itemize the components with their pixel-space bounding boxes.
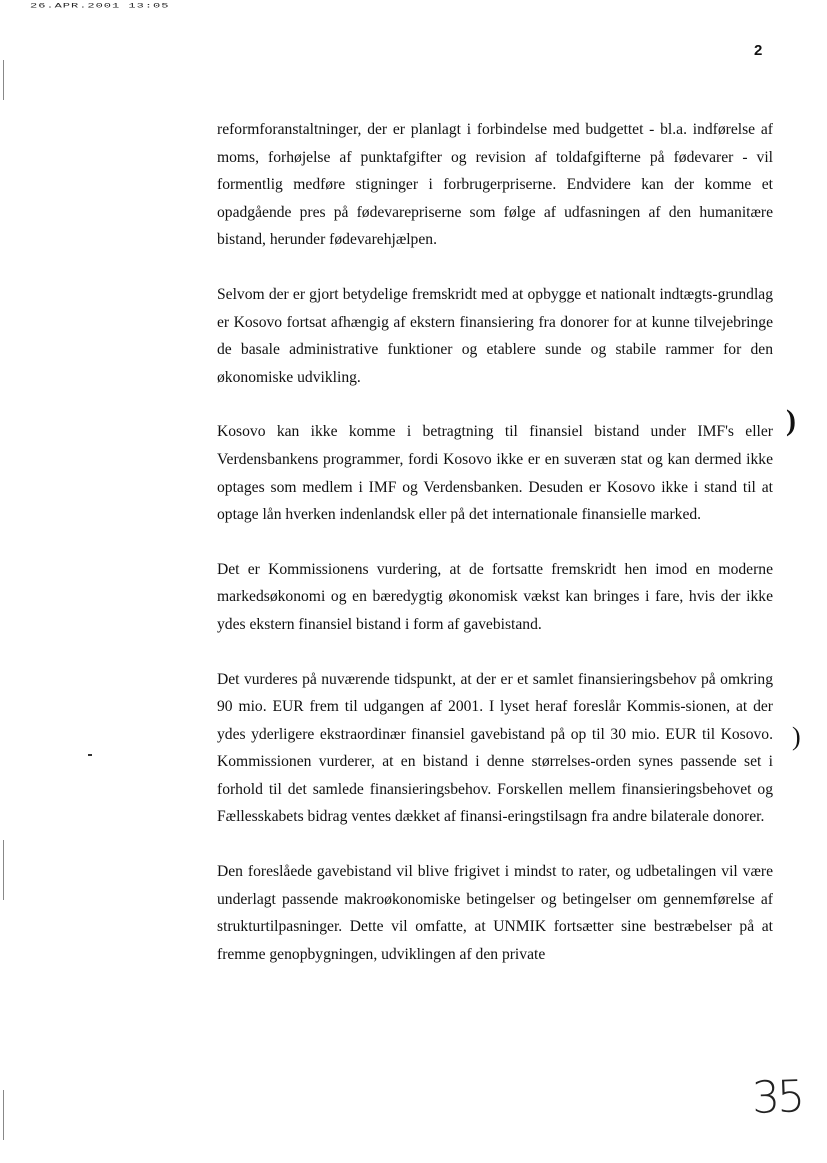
paragraph: Selvom der er gjort betydelige fremskridt med at opbygge et nationalt indtægts-grundlag er Kosovo fortsat afhængig af ekstern finansiering fra donorer for at kunne tilvejebringe de basale administrative funktioner og etablere sunde og stabile rammer for den økonomiske udvikling. xyxy=(217,285,773,386)
margin-dot-mark xyxy=(88,754,92,756)
document-body xyxy=(217,116,773,995)
margin-bracket-mark: ) xyxy=(792,722,801,751)
fax-header-stamp: 26.APR.2001 13:05 xyxy=(30,2,170,10)
scan-edge-line xyxy=(3,60,4,100)
paragraph: Det er Kommissionens vurdering, at de fortsatte fremskridt hen imod en moderne markedsøkonomi og en bæredygtig økonomisk vækst kan bringes i fare, hvis der ikke ydes ekstern finansiel bistand i form af gavebistand. xyxy=(217,560,773,633)
scan-edge-line xyxy=(3,1090,4,1140)
paragraph: Den foreslåede gavebistand vil blive frigivet i mindst to rater, og udbetalingen vil være underlagt passende makroøkonomiske betingelser og betingelser om gennemførelse af strukturtilpasninger. Dette vil omfatte, at UNMIK fortsætter sine bestræbelser på at fremme genopbygningen, udviklingen af den private xyxy=(217,863,773,963)
paragraph: Det vurderes på nuværende tidspunkt, at der er et samlet finansieringsbehov på omkring 90 mio. EUR frem til udgangen af 2001. I lyset heraf foreslår Kommis-sionen, at der ydes yderligere ekstraordinær finansiel gavebistand på op til 30 mio. EUR til Kosovo. Kommissionen vurderer, at en bistand i denne størrelses-orden synes passende set i forhold til det samlede finansieringsbehov. Forskellen mellem finansieringsbehovet og Fællesskabets bidrag ventes dækket af finansi-eringstilsagn fra andre bilaterale donorer. xyxy=(217,670,773,826)
handwritten-page-number: 35 xyxy=(751,1071,803,1124)
margin-bracket-mark: ) xyxy=(786,404,796,437)
paragraph: reformforanstaltninger, der er planlagt i forbindelse med budgettet - bl.a. indførelse af moms, forhøjelse af punktafgifter og revision af toldafgifterne på fødevarer - vil formentlig medføre stigninger i forbrugerpriserne. Endvidere kan der komme et opadgående pres på fødevarepriserne som følge af udfasningen af den humanitære bistand, herunder fødevarehjælpen. xyxy=(217,121,773,249)
page-number: 2 xyxy=(754,42,763,59)
scan-edge-line xyxy=(3,840,4,900)
paragraph: Kosovo kan ikke komme i betragtning til finansiel bistand under IMF's eller Verdensbankens programmer, fordi Kosovo ikke er en suveræn stat og kan dermed ikke optages som medlem i IMF og Verdensbanken. Desuden er Kosovo ikke i stand til at optage lån hverken indenlandsk eller på det internationale finansielle marked. xyxy=(217,423,773,524)
